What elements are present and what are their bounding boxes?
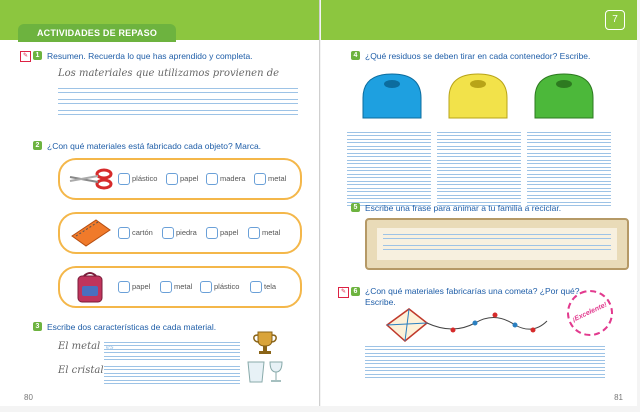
option-label: metal: [262, 228, 281, 237]
section-title: ACTIVIDADES DE REPASO: [18, 24, 176, 42]
option-label: tela: [264, 282, 277, 291]
page-number-right: 81: [614, 393, 623, 402]
option-label: metal: [268, 174, 287, 183]
question-3-text: Escribe dos características de cada material.: [47, 322, 217, 332]
question-5-text: Escribe una frase para animar a tu familia a reciclar.: [365, 203, 562, 213]
question-4-text: ¿Qué residuos se deben tirar en cada contenedor? Escribe.: [365, 51, 591, 61]
scissors-icon: [68, 168, 114, 190]
question-number: 1: [33, 51, 42, 60]
recycling-containers: [357, 68, 607, 120]
container-green: [535, 74, 593, 118]
answer-lines-blue[interactable]: [347, 132, 431, 209]
option-label: papel: [132, 282, 151, 291]
container-blue: [363, 74, 421, 118]
checkbox-metal[interactable]: [160, 281, 172, 293]
checkbox-carton[interactable]: [118, 227, 130, 239]
row-label-metal: El metal: [58, 341, 101, 352]
object-card-notebook: [58, 212, 302, 254]
option-label: metal: [174, 282, 193, 291]
object-card-scissors: [58, 158, 302, 200]
page-number-left: 80: [24, 393, 33, 402]
answer-lines-kite[interactable]: [365, 346, 605, 381]
option-label: plástico: [132, 174, 158, 183]
checkbox-papel[interactable]: [118, 281, 130, 293]
question-number: 2: [33, 141, 42, 150]
answer-lines-yellow[interactable]: [437, 132, 521, 209]
excelente-stamp: ¡Excelente!: [559, 282, 620, 343]
header-bar: [321, 0, 637, 40]
glass-icon: [246, 360, 286, 384]
writing-lines[interactable]: [58, 88, 298, 121]
unit-badge: 7: [605, 10, 625, 30]
checkbox-piedra[interactable]: [162, 227, 174, 239]
option-label: cartón: [132, 228, 153, 237]
writing-board: [365, 218, 629, 270]
option-label: madera: [220, 174, 246, 183]
checkbox-papel[interactable]: [166, 173, 178, 185]
checkbox-tela[interactable]: [250, 281, 262, 293]
checkbox-madera[interactable]: [206, 173, 218, 185]
left-page: [0, 0, 320, 406]
question-6-text-2: Escribe.: [365, 297, 396, 307]
notebook-icon: [68, 218, 112, 248]
option-label: papel: [220, 228, 239, 237]
question-number: 5: [351, 203, 360, 212]
row-hint: es: [106, 343, 114, 351]
answer-lines-green[interactable]: [527, 132, 611, 209]
checkbox-metal[interactable]: [254, 173, 266, 185]
container-yellow: [449, 74, 507, 118]
kite-icon: [383, 305, 563, 345]
question-2-text: ¿Con qué materiales está fabricado cada objeto? Marca.: [47, 141, 262, 151]
question-number: 4: [351, 51, 360, 60]
checkbox-metal[interactable]: [248, 227, 260, 239]
option-label: papel: [180, 174, 199, 183]
question-6-text: ¿Con qué materiales fabricarías una cometa? ¿Por qué?: [365, 286, 580, 296]
option-label: piedra: [176, 228, 197, 237]
checkbox-plastico[interactable]: [118, 173, 130, 185]
board-writing-area[interactable]: [377, 228, 617, 260]
question-number: 6: [351, 287, 360, 296]
pencil-icon: ✎: [338, 287, 349, 298]
question-number: 3: [33, 322, 42, 331]
trophy-icon: [252, 330, 278, 356]
answer-lines-metal[interactable]: [104, 342, 240, 363]
right-page: [321, 0, 637, 406]
backpack-icon: [72, 270, 108, 304]
checkbox-papel[interactable]: [206, 227, 218, 239]
handwriting-prompt: Los materiales que utilizamos provienen de: [58, 68, 280, 79]
row-label-cristal: El cristal: [58, 365, 104, 376]
object-card-backpack: [58, 266, 302, 308]
pencil-icon: ✎: [20, 51, 31, 62]
option-label: plástico: [214, 282, 240, 291]
checkbox-plastico[interactable]: [200, 281, 212, 293]
answer-lines-cristal[interactable]: [104, 366, 240, 387]
question-1-text: Resumen. Recuerda lo que has aprendido y completa.: [47, 51, 253, 61]
